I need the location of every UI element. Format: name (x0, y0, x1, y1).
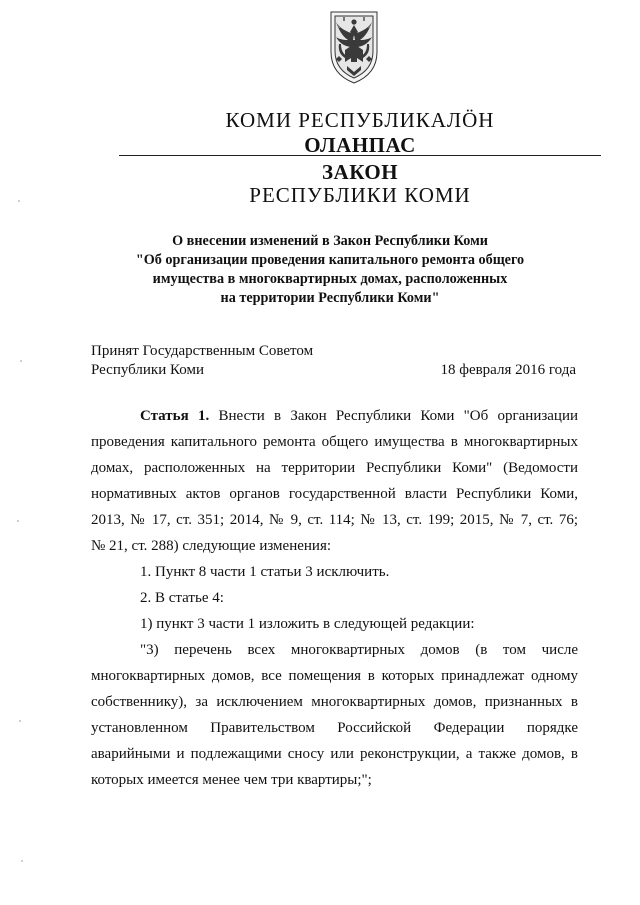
subitem-1: 1) пункт 3 части 1 изложить в следующей редакции: (140, 616, 475, 632)
quote-line: аварийными и подлежащими сносу или реконструкции, а также домов, в (91, 746, 578, 762)
adoption-statement (91, 342, 313, 380)
article-1-first-line (140, 408, 578, 428)
article-line: нормативных актов органов государственной власти Республики Коми, (91, 486, 578, 502)
scan-speck (17, 520, 19, 522)
item-1: 1. Пункт 8 части 1 статьи 3 исключить. (140, 564, 390, 580)
republic-title: РЕСПУБЛИКИ КОМИ (249, 183, 471, 207)
coat-of-arms-icon (325, 6, 383, 86)
adoption-date: 18 февраля 2016 года (440, 362, 576, 378)
adoption-line: Республики Коми (91, 362, 204, 378)
zakon-title: ЗАКОН (321, 160, 399, 184)
quote-line: "3) перечень всех многоквартирных домов (в том числе (140, 642, 578, 658)
adoption-line: Принят Государственным Советом (91, 343, 314, 359)
quote-line: собственнику), за исключением многоквартирных домов, признанных в (91, 694, 578, 710)
article-line: проведения капитального ремонта общего имущества в многоквартирных (91, 434, 578, 450)
olanpas-title: ОЛАНПАС (304, 133, 416, 157)
bill-title-line: "Об организации проведения капитального ремонта общего (135, 252, 525, 268)
quote-line: установленном Правительством Российской Федерации порядке (91, 720, 578, 736)
scan-speck (19, 720, 21, 722)
scan-speck (18, 200, 20, 202)
article-line: 2013, № 17, ст. 351; 2014, № 9, ст. 114; № 13, ст. 199; 2015, № 7, ст. 76; (91, 512, 578, 528)
article-line: домах, расположенных на территории Республики Коми" (Ведомости (91, 460, 578, 476)
header-divider (119, 155, 601, 156)
article-label: Статья 1. (140, 408, 210, 424)
quote-line: многоквартирных домов, все помещения в которых принадлежат одному (91, 668, 578, 684)
bill-title (100, 232, 560, 308)
scan-speck (20, 360, 22, 362)
article-line: № 21, ст. 288) следующие изменения: (91, 538, 332, 554)
item-2: 2. В статье 4: (140, 590, 224, 606)
bill-title-line: на территории Республики Коми" (220, 290, 440, 306)
bill-title-line: имущества в многоквартирных домах, расположенных (152, 271, 508, 287)
scan-speck (21, 860, 23, 862)
article-text: Внести в Закон Республики Коми "Об организации (218, 408, 579, 424)
bill-title-line: О внесении изменений в Закон Республики Коми (172, 233, 488, 249)
quote-line: которых имеется менее чем три квартиры;"; (91, 772, 372, 788)
komi-title: КОМИ РЕСПУБЛИКАЛӦН (225, 108, 495, 132)
